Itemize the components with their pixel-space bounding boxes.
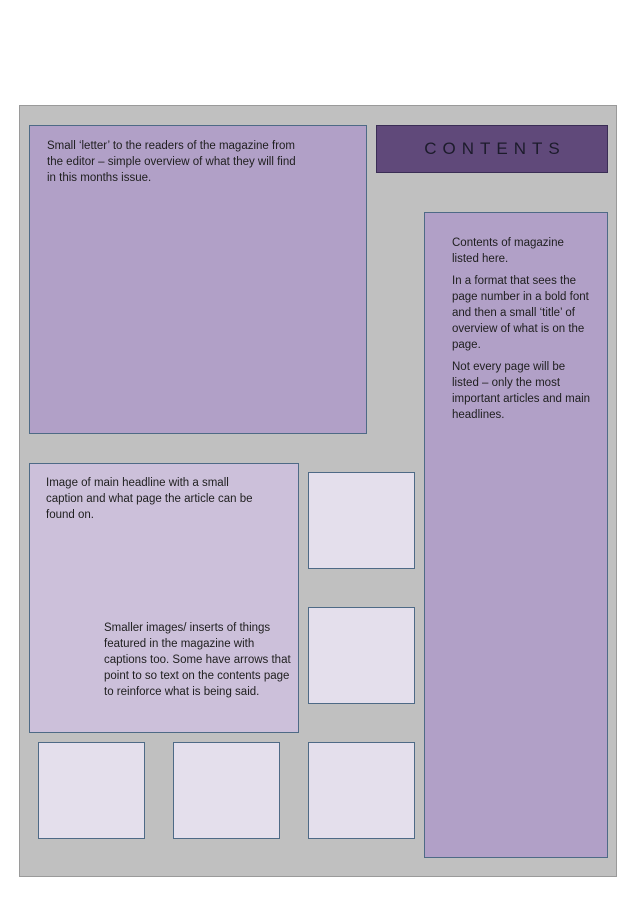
contents-title: CONTENTS bbox=[424, 139, 566, 158]
insert-image-placeholder bbox=[308, 742, 415, 839]
inserts-caption-text: Smaller images/ inserts of things featured in the magazine with captions too. Some have arrows that point to so text on the contents page to reinforce what is being said. bbox=[104, 622, 291, 698]
insert-image-placeholder bbox=[38, 742, 145, 839]
contents-paragraph-1: Contents of magazine listed here. bbox=[452, 237, 564, 265]
insert-image-placeholder bbox=[173, 742, 280, 839]
editor-letter-text: Small ‘letter’ to the readers of the magazine from the editor – simple overview of what they will find in this months issue. bbox=[47, 140, 296, 184]
contents-header-box bbox=[376, 125, 608, 173]
insert-image-placeholder bbox=[308, 607, 415, 704]
contents-paragraph-2: In a format that sees the page number in a bold font and then a small ‘title’ of overview of what is on the page. bbox=[452, 275, 589, 351]
contents-column-text bbox=[452, 235, 592, 429]
contents-paragraph-3: Not every page will be listed – only the most important articles and main headlines. bbox=[452, 361, 591, 421]
insert-image-placeholder bbox=[308, 472, 415, 569]
main-headline-text: Image of main headline with a small caption and what page the article can be found on. bbox=[46, 477, 253, 521]
